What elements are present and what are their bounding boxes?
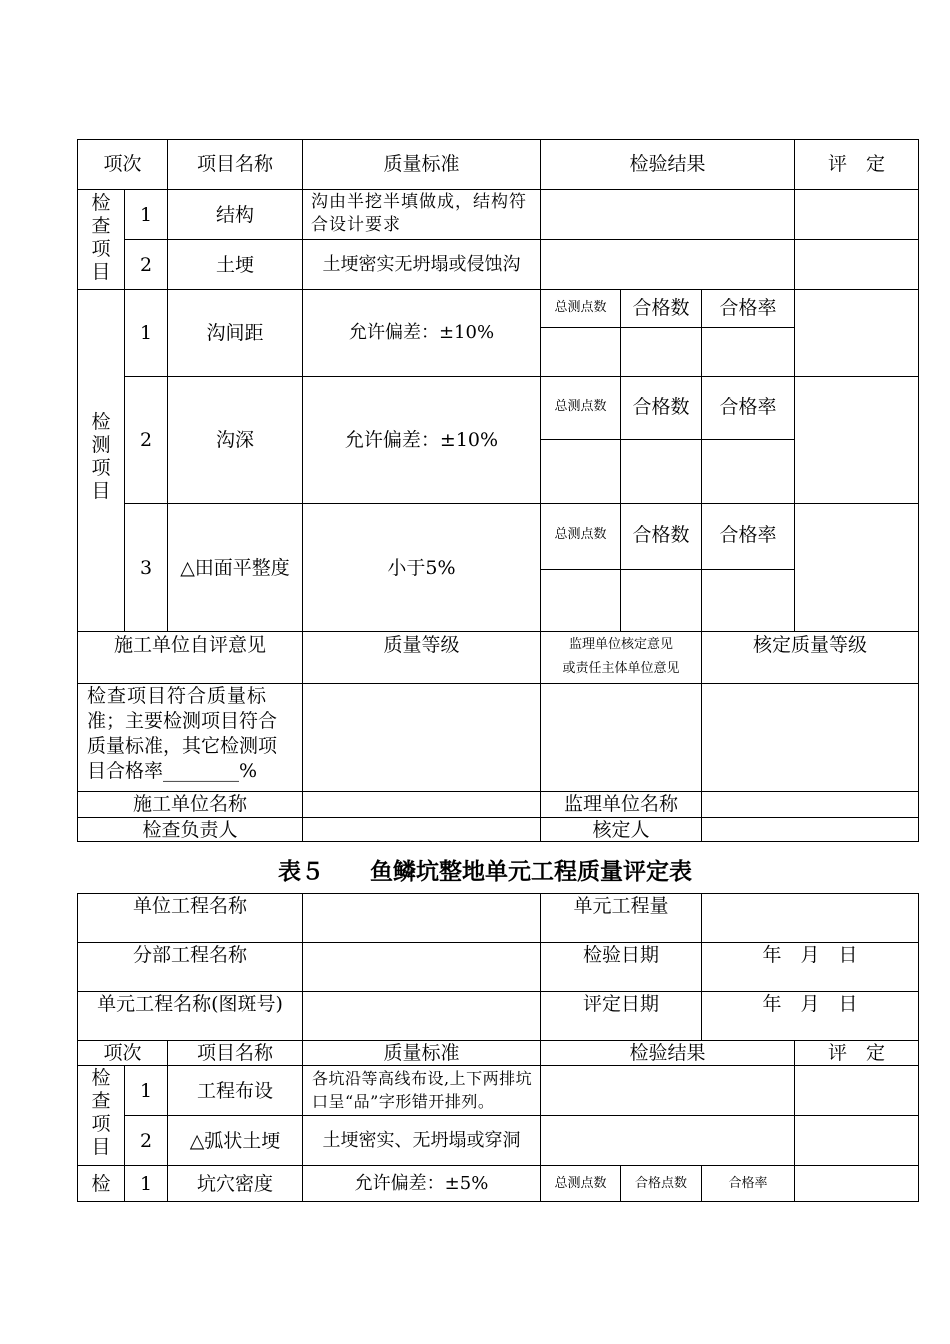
header-cell-standard [302, 139, 540, 189]
t2-measure-item-1-standard: 允许偏差：±5% [354, 1173, 489, 1194]
t2-check-item-2-rating-cell[interactable] [794, 1115, 919, 1165]
self-eval-line-3: 质量标准，其它检测项 [87, 735, 278, 757]
measure-item-3-total-value[interactable] [540, 569, 620, 631]
grade-header-cell [302, 631, 540, 683]
verifier-value[interactable] [701, 817, 919, 842]
division-project-name-label-cell [77, 942, 302, 991]
verifier-label-cell [540, 817, 701, 842]
t2-check-item-1-standard-cell [302, 1065, 540, 1115]
measure-item-3-standard: 小于5% [387, 557, 456, 579]
check-item-2-no: 2 [139, 254, 153, 276]
t2-measure-item-1-no: 1 [139, 1173, 153, 1195]
measure-item-3-standard-cell [302, 503, 540, 631]
t2-check-item-1-rating-cell[interactable] [794, 1065, 919, 1115]
element-project-name-label-cell [77, 991, 302, 1040]
measure-item-1-no-cell [124, 289, 167, 376]
supervisor-opinion-header-line1: 监理单位核定意见 [568, 637, 673, 652]
measure-item-2-pass-count-label: 合格数 [632, 396, 690, 418]
evaluation-date-placeholder: 年 月 日 [762, 993, 858, 1015]
measure-item-3-no: 3 [139, 557, 153, 579]
unit-project-name-value[interactable] [302, 893, 540, 942]
check-item-1-standard: 沟由半挖半填做成，结构符合设计要求 [311, 192, 527, 235]
measure-group-cell [77, 289, 124, 631]
self-eval-header: 施工单位自评意见 [113, 634, 266, 656]
t2-header-cell-name [167, 1040, 302, 1065]
measure-group-label: 检测项目 [91, 411, 111, 502]
measure-item-1-no: 1 [139, 322, 153, 344]
measure-item-2-rating-cell[interactable] [794, 376, 919, 503]
division-project-name-label: 分部工程名称 [132, 944, 247, 966]
measure-item-2-pass-count-header [620, 376, 701, 439]
supervisor-name-label: 监理单位名称 [563, 793, 678, 815]
header-cell-name [167, 139, 302, 189]
verified-grade-content-cell[interactable] [701, 683, 919, 791]
self-eval-content-cell[interactable] [77, 683, 302, 791]
check-item-2-result-cell[interactable] [540, 239, 794, 289]
header-rating: 评 定 [827, 153, 885, 175]
measure-item-1-pass-count-label: 合格数 [632, 297, 690, 319]
measure-item-2-pass-rate-label: 合格率 [719, 396, 777, 418]
t2-check-item-1-name-cell [167, 1065, 302, 1115]
measure-item-3-name: △田面平整度 [180, 557, 290, 579]
measure-item-1-total-label: 总测点数 [554, 300, 607, 315]
self-eval-line-1: 检查项目符合质量标 [87, 685, 268, 707]
t2-header-result: 检验结果 [629, 1042, 706, 1064]
t2-header-cell-rating [794, 1040, 919, 1065]
verifier-label: 核定人 [592, 819, 650, 841]
grade-content-cell[interactable] [302, 683, 540, 791]
t2-check-item-1-name: 工程布设 [196, 1080, 273, 1102]
header-result: 检验结果 [629, 153, 706, 175]
measure-item-1-pass-count-header [620, 289, 701, 327]
unit-project-name-label-cell [77, 893, 302, 942]
t2-measure-item-1-name: 坑穴密度 [196, 1173, 273, 1195]
t2-measure-item-1-rating-cell[interactable] [794, 1165, 919, 1202]
t2-check-group-label: 检查项目 [91, 1067, 111, 1158]
supervisor-opinion-content-cell[interactable] [540, 683, 701, 791]
inspection-date-placeholder: 年 月 日 [762, 944, 858, 966]
measure-item-1-standard-cell [302, 289, 540, 376]
t2-check-item-2-standard-cell [302, 1115, 540, 1165]
t2-check-item-2-name: △弧状土埂 [189, 1130, 281, 1152]
t2-header-cell-no [77, 1040, 167, 1065]
unit-quantity-label-cell [540, 893, 701, 942]
check-group-label: 检查项目 [91, 192, 111, 283]
check-item-1-result-cell[interactable] [540, 189, 794, 239]
unit-project-name-label: 单位工程名称 [132, 895, 247, 917]
t2-measure-group-cell [77, 1165, 124, 1202]
measure-item-3-pass-count-header [620, 503, 701, 569]
measure-item-2-standard-cell [302, 376, 540, 503]
t2-check-item-1-no: 1 [139, 1080, 153, 1102]
measure-item-2-total-label: 总测点数 [554, 399, 607, 414]
measure-item-1-pass-count-value[interactable] [620, 327, 701, 376]
verified-grade-header-cell [701, 631, 919, 683]
inspection-date-label-cell [540, 942, 701, 991]
t2-check-item-1-result-cell[interactable] [540, 1065, 794, 1115]
t2-check-item-2-no-cell [124, 1115, 167, 1165]
measure-item-2-no: 2 [139, 429, 153, 451]
measure-item-2-pass-rate-value[interactable] [701, 439, 794, 503]
t2-check-item-2-result-cell[interactable] [540, 1115, 794, 1165]
measure-item-1-pass-rate-label: 合格率 [719, 297, 777, 319]
t2-header-name: 项目名称 [196, 1042, 273, 1064]
inspector-value[interactable] [302, 817, 540, 842]
check-item-1-rating-cell[interactable] [794, 189, 919, 239]
t2-measure-item-1-standard-cell [302, 1165, 540, 1202]
t2-measure-total-header [540, 1165, 620, 1202]
check-item-2-standard-cell [302, 239, 540, 289]
grade-header: 质量等级 [383, 634, 460, 656]
measure-item-3-pass-rate-header [701, 503, 794, 569]
evaluation-date-label-cell [540, 991, 701, 1040]
measure-item-3-total-header [540, 503, 620, 569]
header-cell-no [77, 139, 167, 189]
check-item-2-no-cell [124, 239, 167, 289]
table-5-title: 表５ 鱼鳞坑整地单元工程质量评定表 [278, 859, 692, 885]
check-item-2-standard: 土埂密实无坍塌或侵蚀沟 [322, 254, 521, 275]
header-standard: 质量标准 [383, 153, 460, 175]
measure-item-2-pass-rate-header [701, 376, 794, 439]
self-eval-line-2: 准；主要检测项目符合 [87, 710, 278, 732]
t2-measure-pass-points-header [620, 1165, 701, 1202]
t2-measure-item-1-no-cell [124, 1165, 167, 1202]
check-item-1-no: 1 [139, 204, 153, 226]
t2-check-item-1-no-cell [124, 1065, 167, 1115]
division-project-name-value[interactable] [302, 942, 540, 991]
supervisor-opinion-header-line2: 或责任主体单位意见 [562, 661, 680, 676]
t2-header-cell-standard [302, 1040, 540, 1065]
check-item-1-name: 结构 [215, 204, 254, 226]
measure-item-3-rating-cell[interactable] [794, 503, 919, 631]
t2-header-rating: 评 定 [827, 1042, 885, 1064]
measure-item-3-pass-rate-value[interactable] [701, 569, 794, 631]
measure-item-1-total-header [540, 289, 620, 327]
t2-check-item-1-standard: 各坑沿等高线布设,上下两排坑口呈“品”字形错开排列。 [312, 1069, 533, 1111]
contractor-name-value[interactable] [302, 791, 540, 817]
t2-measure-pass-points-label: 合格点数 [634, 1176, 687, 1191]
t2-measure-item-1-name-cell [167, 1165, 302, 1202]
measure-item-2-standard: 允许偏差：±10% [344, 429, 499, 451]
measure-item-3-pass-count-value[interactable] [620, 569, 701, 631]
measure-item-1-total-value[interactable] [540, 327, 620, 376]
check-item-2-rating-cell[interactable] [794, 239, 919, 289]
header-cell-rating [794, 139, 919, 189]
t2-header-standard: 质量标准 [383, 1042, 460, 1064]
evaluation-date-label: 评定日期 [582, 993, 659, 1015]
measure-item-2-total-header [540, 376, 620, 439]
self-eval-line-4: 目合格率________% [87, 760, 258, 782]
measure-item-3-pass-rate-label: 合格率 [719, 524, 777, 546]
contractor-name-label-cell [77, 791, 302, 817]
measure-item-1-standard: 允许偏差：±10% [348, 322, 495, 343]
element-project-name-label: 单元工程名称(图斑号) [97, 993, 283, 1015]
t2-check-item-2-no: 2 [139, 1130, 153, 1152]
header-no: 项次 [103, 153, 142, 175]
inspector-label: 检查负责人 [142, 819, 238, 841]
verified-grade-header: 核定质量等级 [752, 634, 867, 656]
measure-item-2-name: 沟深 [215, 429, 254, 451]
element-project-name-value[interactable] [302, 991, 540, 1040]
check-item-1-name-cell [167, 189, 302, 239]
t2-measure-total-label: 总测点数 [554, 1176, 607, 1191]
t2-check-item-2-name-cell [167, 1115, 302, 1165]
measure-item-1-pass-rate-header [701, 289, 794, 327]
check-item-2-name: 土埂 [215, 254, 254, 276]
measure-item-1-rating-cell[interactable] [794, 289, 919, 376]
t2-measure-pass-rate-label: 合格率 [728, 1176, 768, 1191]
measure-item-1-name: 沟间距 [206, 322, 264, 344]
contractor-name-label: 施工单位名称 [132, 793, 247, 815]
t2-measure-pass-rate-header [701, 1165, 794, 1202]
t2-check-group-cell [77, 1065, 124, 1165]
check-item-1-standard-cell [302, 189, 540, 239]
check-group-cell [77, 189, 124, 289]
header-name: 项目名称 [196, 153, 273, 175]
unit-quantity-value[interactable] [701, 893, 919, 942]
measure-item-2-pass-count-value[interactable] [620, 439, 701, 503]
measure-item-1-pass-rate-value[interactable] [701, 327, 794, 376]
supervisor-name-value[interactable] [701, 791, 919, 817]
check-item-1-no-cell [124, 189, 167, 239]
t2-measure-group-label: 检 [91, 1173, 111, 1195]
self-eval-header-cell [77, 631, 302, 683]
t2-header-no: 项次 [103, 1042, 142, 1064]
header-cell-result [540, 139, 794, 189]
measure-item-2-no-cell [124, 376, 167, 503]
measure-item-3-no-cell [124, 503, 167, 631]
measure-item-2-name-cell [167, 376, 302, 503]
supervisor-opinion-header-cell [540, 631, 701, 683]
evaluation-date-value[interactable] [701, 991, 919, 1040]
t2-check-item-2-standard: 土埂密实、无坍塌或穿洞 [322, 1130, 521, 1151]
unit-quantity-label: 单元工程量 [573, 895, 669, 917]
measure-item-1-name-cell [167, 289, 302, 376]
measure-item-3-pass-count-label: 合格数 [632, 524, 690, 546]
measure-item-3-total-label: 总测点数 [554, 527, 607, 542]
t2-header-cell-result [540, 1040, 794, 1065]
inspection-date-value[interactable] [701, 942, 919, 991]
measure-item-2-total-value[interactable] [540, 439, 620, 503]
inspection-date-label: 检验日期 [582, 944, 659, 966]
inspector-label-cell [77, 817, 302, 842]
supervisor-name-label-cell [540, 791, 701, 817]
check-item-2-name-cell [167, 239, 302, 289]
measure-item-3-name-cell [167, 503, 302, 631]
